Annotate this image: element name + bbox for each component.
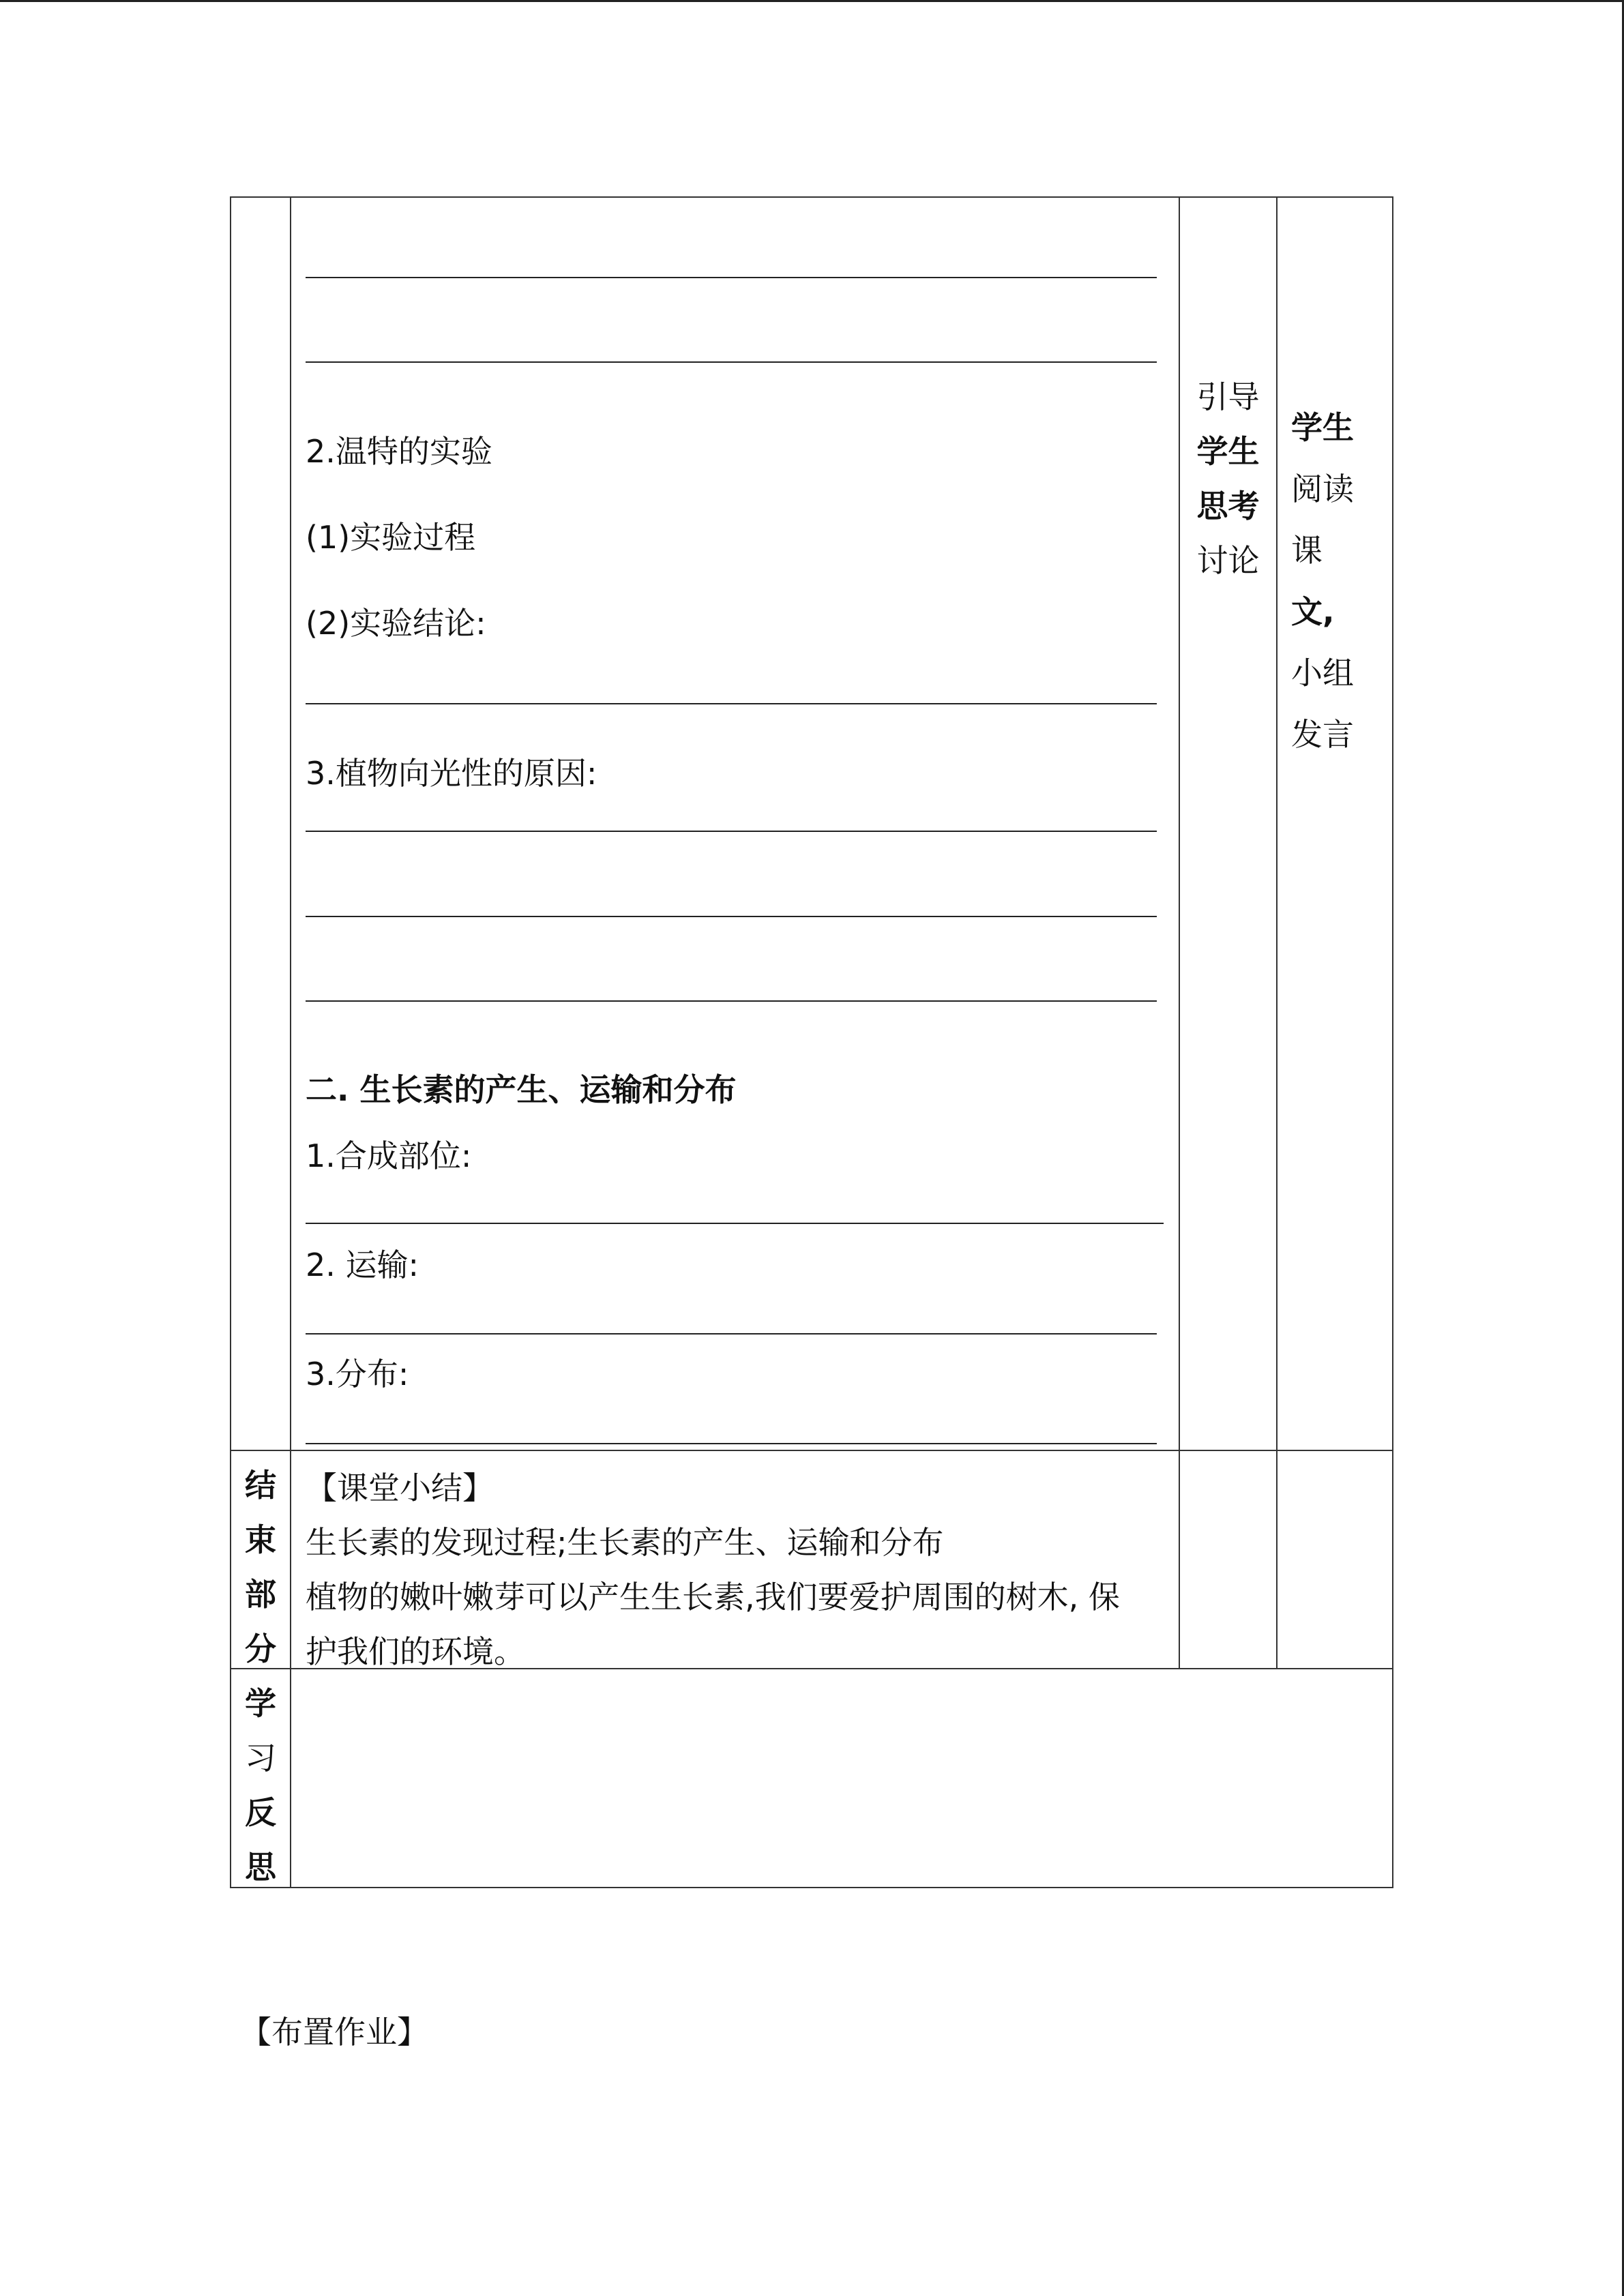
table-right-border bbox=[1392, 196, 1393, 1888]
side-char: 束 bbox=[245, 1521, 276, 1558]
table-col-divider-1 bbox=[290, 196, 291, 1888]
student-activity-cell bbox=[1291, 397, 1387, 765]
table-col-divider-3 bbox=[1276, 196, 1278, 1669]
summary-line: 植物的嫩叶嫩芽可以产生生长素,我们要爱护周围的树木, 保 bbox=[306, 1579, 1120, 1615]
student-activity-text: 学生 bbox=[1291, 409, 1354, 446]
student-activity-text: 小组 bbox=[1291, 655, 1354, 691]
answer-line bbox=[306, 1000, 1157, 1002]
summary-cell bbox=[306, 1461, 1172, 1679]
page-border-top bbox=[0, 0, 1624, 2]
answer-line bbox=[306, 703, 1157, 704]
teacher-activity-text: 学生 bbox=[1196, 433, 1260, 470]
reflection-side-label bbox=[231, 1676, 290, 1894]
table-row-divider-1 bbox=[230, 1450, 1393, 1451]
summary-line: 生长素的发现过程;生长素的产生、运输和分布 bbox=[306, 1524, 944, 1561]
side-char: 结 bbox=[245, 1467, 276, 1504]
answer-line bbox=[306, 831, 1157, 832]
synthesis-site-label: 1.合成部位: bbox=[306, 1137, 472, 1174]
answer-line bbox=[306, 916, 1157, 917]
teacher-activity-text: 引导 bbox=[1196, 378, 1260, 415]
phototropism-cause-label: 3.植物向光性的原因: bbox=[306, 755, 597, 792]
student-activity-text: 课 bbox=[1291, 532, 1323, 569]
side-char: 思 bbox=[245, 1849, 276, 1885]
table-top-border bbox=[230, 196, 1393, 198]
distribution-label: 3.分布: bbox=[306, 1356, 409, 1392]
experiment-conclusion-label: (2)实验结论: bbox=[306, 605, 486, 642]
answer-line bbox=[306, 1333, 1157, 1335]
experiment-process-label: (1)实验过程 bbox=[306, 519, 476, 556]
teacher-activity-text: 思考 bbox=[1196, 488, 1260, 524]
wendt-experiment-title: 2.温特的实验 bbox=[306, 433, 492, 470]
side-char: 反 bbox=[245, 1794, 276, 1831]
student-activity-text: 阅读 bbox=[1291, 471, 1354, 507]
answer-line bbox=[306, 1443, 1157, 1444]
teacher-activity-text: 讨论 bbox=[1196, 542, 1260, 579]
teacher-activity-cell bbox=[1180, 370, 1276, 588]
answer-line bbox=[306, 1223, 1164, 1224]
section2-heading: 二. 生长素的产生、运输和分布 bbox=[306, 1071, 737, 1108]
reflection-cell[interactable] bbox=[291, 1669, 1391, 1886]
summary-line: 护我们的环境。 bbox=[306, 1633, 525, 1670]
homework-title: 【布置作业】 bbox=[240, 2014, 428, 2051]
side-char: 习 bbox=[245, 1740, 276, 1776]
answer-line bbox=[306, 277, 1157, 278]
student-activity-text: 文, bbox=[1291, 593, 1335, 630]
summary-side-label bbox=[231, 1458, 290, 1676]
student-activity-text: 发言 bbox=[1291, 716, 1354, 753]
side-char: 分 bbox=[245, 1630, 276, 1667]
transport-label: 2. 运输: bbox=[306, 1247, 419, 1283]
side-char: 部 bbox=[245, 1576, 276, 1613]
summary-title: 【课堂小结】 bbox=[306, 1470, 494, 1506]
answer-line bbox=[306, 361, 1157, 363]
table-bottom-border bbox=[230, 1887, 1393, 1888]
side-char: 学 bbox=[245, 1685, 276, 1722]
